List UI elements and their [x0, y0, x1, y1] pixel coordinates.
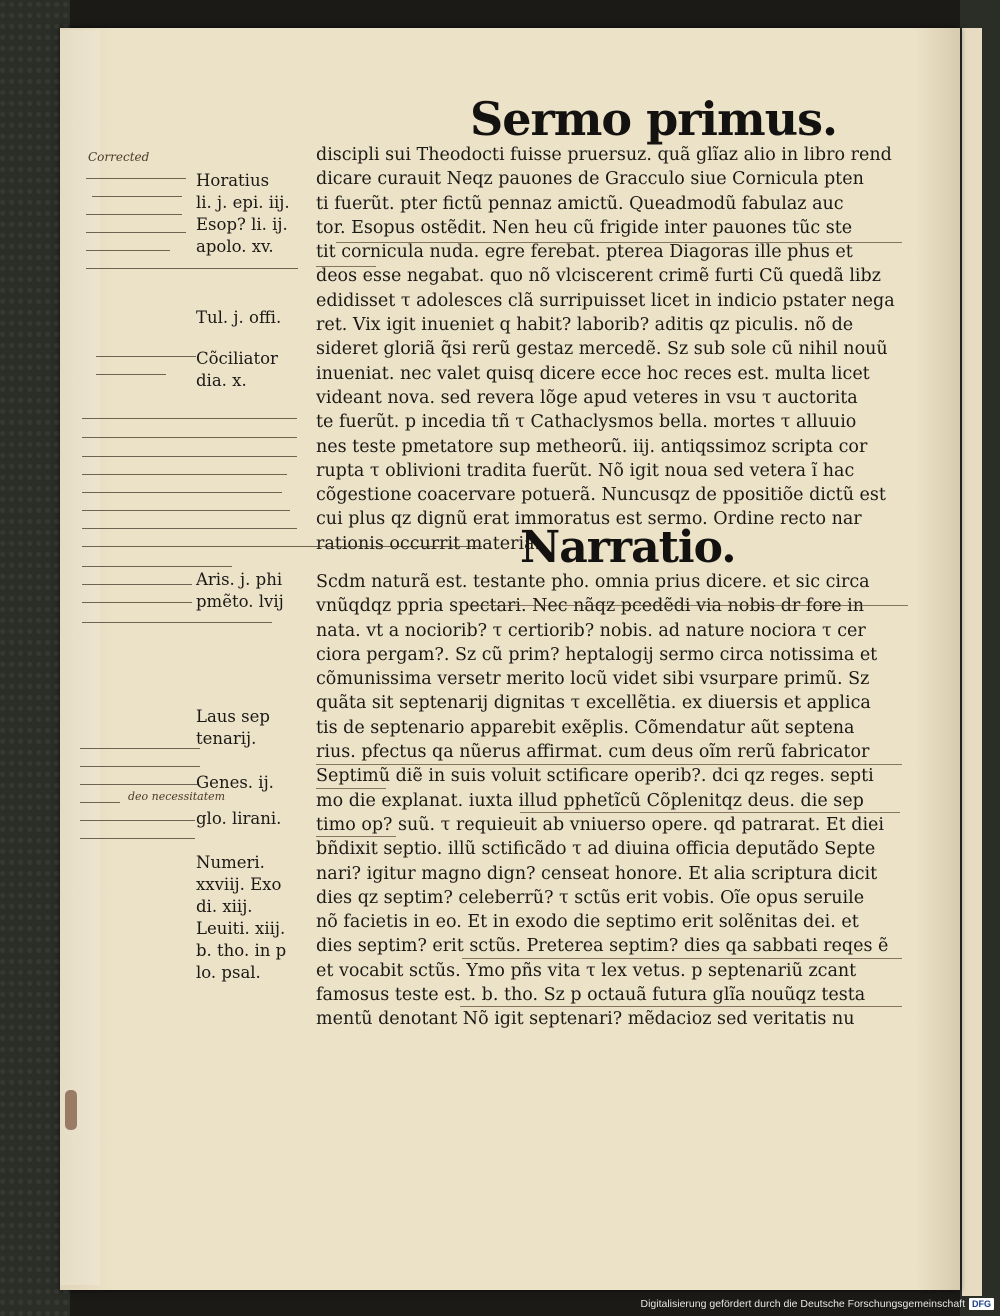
text-line: nata. vt a nociorib? τ certiorib? nobis. ad nature nociora τ cer — [316, 620, 866, 641]
text-line: cõmunissima versetr merito locũ videt sibi vsurpare primũ. Sz — [316, 669, 870, 690]
text-line: vnũqdqz ppria spectari. Nec nãqz pcedẽdi via nobis dr fore in — [316, 596, 865, 617]
handwritten-scribble — [86, 214, 182, 215]
margin-note-glo: glo. lirani. — [196, 809, 282, 828]
handwritten-note-corrected: Corrected — [88, 150, 150, 164]
sermon-heading: Sermo primus. — [470, 92, 837, 146]
handwritten-scribble — [82, 528, 297, 529]
margin-note-numeri: xxviij. Exo — [196, 875, 282, 894]
text-line: nõ facietis in eo. Et in exodo die septimo erit solẽnitas dei. et — [316, 912, 859, 933]
handwritten-scribble — [82, 602, 192, 603]
text-underline — [520, 812, 900, 813]
handwritten-scribble — [86, 178, 186, 179]
footer-text: Digitalisierung gefördert durch die Deutsche Forschungsgemeinschaft — [640, 1298, 965, 1310]
text-line: deos esse negabat. quo nõ vlciscerent crimẽ furti Cũ quedã libz — [316, 266, 881, 287]
text-underline — [316, 764, 902, 765]
handwritten-scribble — [86, 268, 298, 269]
handwritten-scribble — [82, 418, 297, 419]
text-underline — [316, 266, 376, 267]
text-line: videant nova. sed revera lõge apud veteres in vsu τ auctorita — [316, 387, 858, 408]
text-line: nes teste pmetatore sup metheorũ. iij. antiqssimoz scripta cor — [316, 436, 868, 457]
text-line: te fuerũt. p incedia tñ τ Cathaclysmos bella. mortes τ alluuio — [316, 412, 857, 433]
body-text-block-2 — [316, 570, 906, 1032]
dfg-logo-icon: DFG — [969, 1298, 994, 1310]
text-line: Septimũ diẽ in suis voluit sctificare operib?. dci qz reges. septi — [316, 766, 874, 787]
margin-note-numeri: lo. psal. — [196, 963, 261, 982]
handwritten-scribble — [80, 784, 198, 785]
footer-credit — [640, 1296, 994, 1312]
text-line: ciora pergam?. Sz cũ prim? heptalogij sermo circa notissima et — [316, 644, 878, 665]
text-line: edidisset τ adolesces clã surripuisset licet in indicio pstater nega — [316, 290, 895, 311]
handwritten-scribble — [82, 492, 282, 493]
narratio-heading: Narratio. — [520, 522, 736, 573]
text-underline — [460, 1006, 902, 1007]
text-line: bñdixit septio. illũ sctificãdo τ ad diuina officia deputãdo Septe — [316, 839, 876, 860]
text-line: cui plus qz dignũ erat immoratus est sermo. Ordine recto nar — [316, 509, 862, 530]
handwritten-scribble — [96, 374, 166, 375]
text-line: rius. pfectus qa nũerus affirmat. cum deus oĩm rerũ fabricator — [316, 742, 870, 763]
text-line: tit cornicula nuda. egre ferebat. pterea Diagoras ille phus et — [316, 242, 853, 263]
handwritten-scribble — [82, 584, 192, 585]
margin-note-numeri: Numeri. — [196, 853, 265, 872]
handwritten-note-deo: deo necessitatem — [128, 790, 226, 803]
handwritten-scribble — [80, 838, 195, 839]
text-line: dies septim? erit sctũs. Preterea septim? dies qa sabbati reqes ẽ — [316, 936, 889, 957]
margin-note-conciliator: dia. x. — [196, 371, 247, 390]
margin-note-laus: tenarij. — [196, 729, 257, 748]
handwritten-scribble — [82, 437, 297, 438]
text-underline — [316, 836, 396, 837]
margin-note-tul: Tul. j. offi. — [196, 308, 282, 327]
margin-note-horatius: li. j. epi. iij. — [196, 193, 290, 212]
handwritten-scribble — [82, 510, 290, 511]
text-line: tis de septenario apparebit exẽplis. Cõmendatur aũt septena — [316, 717, 855, 738]
text-line: nari? igitur magno dign? censeat honore. Et alia scriptura dicit — [316, 863, 878, 884]
text-line: ret. Vix igit inueniet q habit? laborib? aditis qz piculis. nõ de — [316, 315, 854, 336]
handwritten-scribble — [80, 766, 200, 767]
text-line: Scdm naturã est. testante pho. omnia prius dicere. et sic circa — [316, 572, 870, 592]
text-line: dicare curauit Neqz pauones de Gracculo siue Cornicula pten — [316, 169, 864, 190]
body-text-block-1 — [316, 143, 906, 556]
text-underline — [316, 788, 386, 789]
handwritten-scribble — [82, 566, 232, 567]
handwritten-scribble — [82, 474, 287, 475]
text-line: dies qz septim? celeberrũ? τ sctũs erit vobis. Oĩe opus seruile — [316, 887, 865, 908]
handwritten-scribble — [82, 456, 297, 457]
margin-note-aris: Aris. j. phi — [196, 570, 283, 589]
text-underline — [468, 605, 908, 606]
text-line: mo die explanat. iuxta illud pphetĩcũ Cõplenitqz deus. die sep — [316, 790, 864, 811]
margin-note-conciliator: Cõciliator — [196, 349, 278, 368]
handwritten-scribble — [96, 356, 196, 357]
handwritten-scribble — [82, 546, 482, 547]
text-line: discipli sui Theodocti fuisse pruersuz. quã glĩaz alio in libro rend — [316, 145, 892, 165]
text-underline — [336, 242, 902, 243]
margin-note-numeri: Leuiti. xiij. — [196, 919, 286, 938]
text-line: timo op? suũ. τ requieuit ab vniuerso opere. qd patrarat. Et diei — [316, 814, 884, 835]
margin-note-numeri: di. xiij. — [196, 897, 253, 916]
margin-note-horatius: Esop? li. ij. — [196, 215, 288, 234]
margin-note-genes: Genes. ij. — [196, 773, 274, 792]
text-line: mentũ denotant Nõ igit septenari? mẽdacioz sed veritatis nu — [316, 1009, 855, 1030]
text-line: inueniat. nec valet quisq dicere ecce hoc reces est. multa licet — [316, 363, 870, 384]
margin-note-horatius: apolo. xv. — [196, 237, 274, 256]
handwritten-scribble — [80, 802, 120, 803]
handwritten-scribble — [92, 196, 182, 197]
margin-note-numeri: b. tho. in p — [196, 941, 287, 960]
text-line: sideret gloriã q̃si rerũ gestaz mercedẽ. Sz sub sole cũ nihil nouũ — [316, 339, 888, 360]
text-line: famosus teste est. b. tho. Sz p octauã futura glĩa nouũqz testa — [316, 985, 866, 1006]
handwritten-scribble — [82, 622, 272, 623]
margin-note-laus: Laus sep — [196, 707, 270, 726]
text-underline — [462, 958, 902, 959]
handwritten-scribble — [80, 820, 195, 821]
text-line: tor. Esopus ostẽdit. Nen heu cũ frigide inter pauones tũc ste — [316, 217, 853, 238]
text-line: rationis occurrit materia. — [316, 533, 541, 554]
ink-stain — [65, 1090, 77, 1130]
text-line: rupta τ oblivioni tradita fuerũt. Nõ igit noua sed vetera ĩ hac — [316, 460, 855, 481]
text-line: cõgestione coacervare potuerã. Nuncusqz de ppositiõe dictũ est — [316, 485, 886, 506]
text-line: ti fuerũt. pter fictũ pennaz amictũ. Queadmodũ fabulaz auc — [316, 193, 844, 214]
text-line: quãta sit septenarij dignitas τ excellẽtia. ex diuersis et applica — [316, 693, 871, 714]
facing-page-edge — [962, 28, 982, 1296]
margin-note-horatius: Horatius — [196, 171, 270, 190]
margin-note-aris: pmẽto. lvij — [196, 592, 284, 611]
handwritten-scribble — [86, 232, 186, 233]
text-line: et vocabit sctũs. Ymo pñs vita τ lex vetus. p septenariũ zcant — [316, 960, 857, 981]
handwritten-scribble — [80, 748, 200, 749]
handwritten-scribble — [86, 250, 170, 251]
